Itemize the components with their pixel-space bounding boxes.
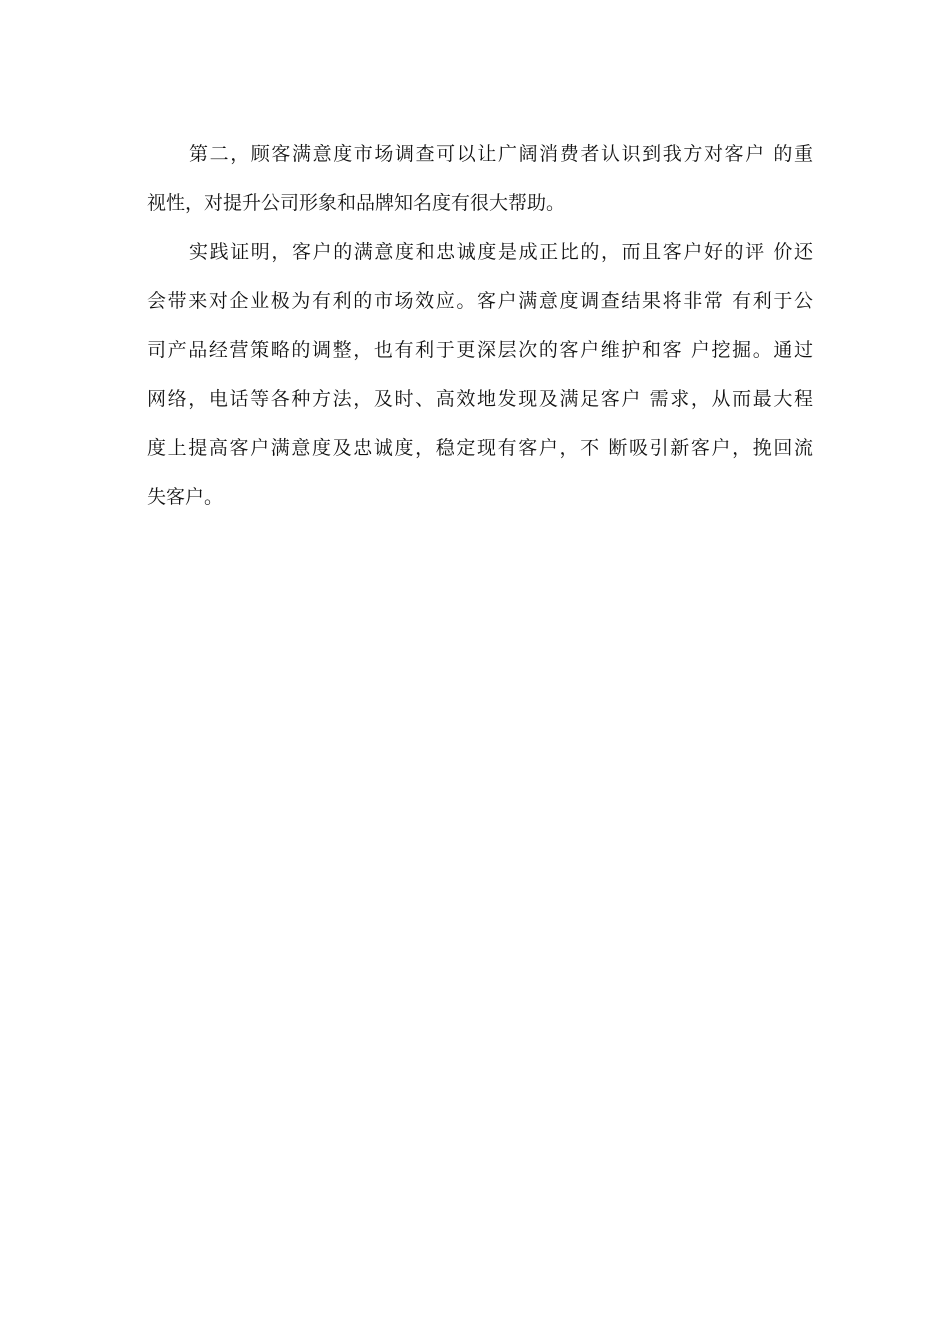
text-line: 失客户。 (147, 486, 224, 508)
document-body (147, 136, 813, 528)
paragraph-1 (147, 136, 813, 234)
text-line: 司产品经营策略的调整，也有利于更深层次的客户维护和客 户挖掘。通过 (147, 339, 813, 361)
text-line: 视性，对提升公司形象和品牌知名度有很大帮助。 (147, 192, 566, 214)
text-line: 度上提高客户满意度及忠诚度，稳定现有客户，不 断吸引新客户，挽回流 (147, 437, 813, 459)
text-line: 会带来对企业极为有利的市场效应。客户满意度调查结果将非常 有利于公 (147, 290, 813, 312)
text-line: 第二，顾客满意度市场调查可以让广阔消费者认识到我方对客户 的重 (189, 143, 813, 165)
text-line: 实践证明，客户的满意度和忠诚度是成正比的，而且客户好的评 价还 (189, 241, 813, 263)
text-line: 网络，电话等各种方法，及时、高效地发现及满足客户 需求，从而最大程 (147, 388, 813, 410)
paragraph-2 (147, 234, 813, 528)
